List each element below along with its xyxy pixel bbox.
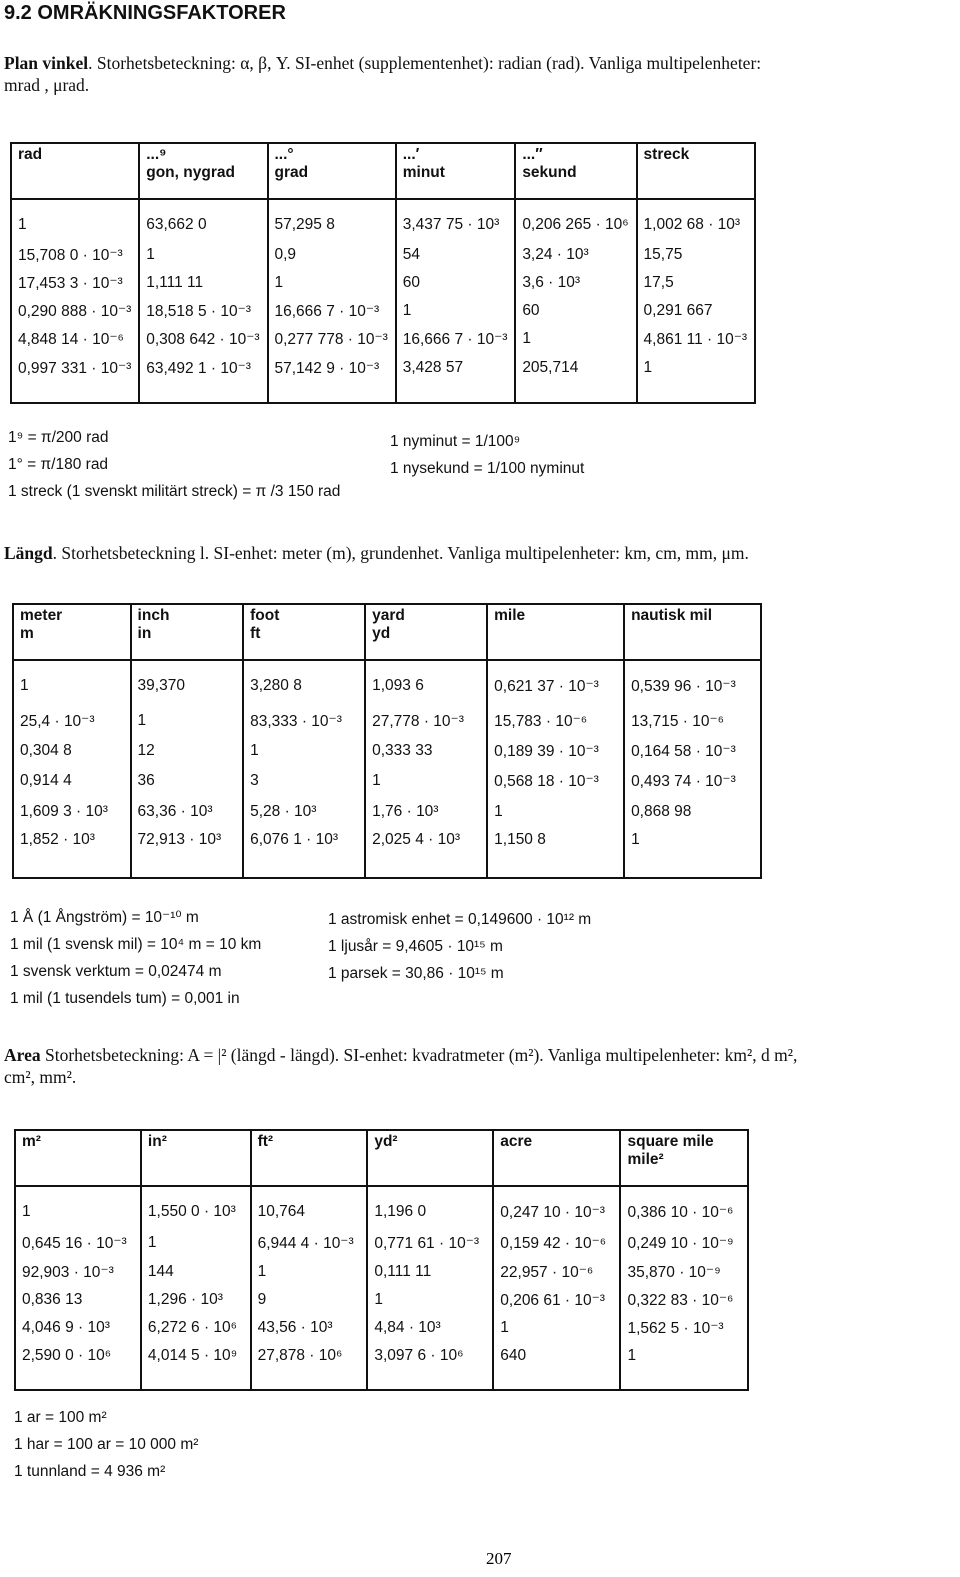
note-line: 1 parsek = 30,86 · 10¹⁵ m (328, 965, 504, 982)
table-cell: 0,206 61 · 10⁻³ (493, 1289, 620, 1317)
table-cell: 0,277 778 · 10⁻³ (268, 328, 396, 356)
column-header (15, 1130, 141, 1186)
table-cell: 9 (251, 1289, 368, 1317)
note-line: 1° = π/180 rad (8, 456, 109, 473)
table-cell: 36 (131, 770, 244, 800)
page-number: 207 (486, 1549, 512, 1568)
column-header (367, 1130, 493, 1186)
table-cell: 1 (637, 357, 755, 403)
table-cell: 1 (487, 801, 624, 830)
column-header-label: acre (500, 1133, 533, 1150)
column-header-label: nautisk mil (631, 607, 713, 624)
column-header (251, 1130, 368, 1186)
table-cell: 2,025 4 · 10³ (365, 829, 487, 878)
column-header-sublabel: yd (372, 625, 391, 642)
table-cell: 1,550 0 · 10³ (141, 1186, 251, 1232)
column-header-label: square mile (627, 1133, 714, 1150)
table-cell: 12 (131, 740, 244, 770)
table-row (11, 244, 755, 272)
column-header (268, 143, 396, 199)
table-cell: 1 (243, 740, 365, 770)
column-header (493, 1130, 620, 1186)
column-header-label: inch (137, 607, 170, 624)
table-cell: 6,272 6 · 10⁶ (141, 1317, 251, 1345)
table-cell: 1 (141, 1232, 251, 1260)
table-cell: 0,914 4 (13, 770, 131, 800)
table-row (15, 1317, 748, 1345)
column-header-label: ...° (274, 146, 294, 163)
table-cell: 1,76 · 10³ (365, 801, 487, 830)
area-intro-text: Storhetsbeteckning: A = |² (längd - längd). SI-enhet: kvadratmeter (m²). Vanliga multipelenheter: km², d m², (40, 1045, 798, 1065)
column-header-label: yd² (374, 1133, 398, 1150)
table-cell: 16,666 7 · 10⁻³ (268, 300, 396, 328)
table-cell: 3,24 · 10³ (515, 244, 636, 272)
table-cell: 4,014 5 · 10⁹ (141, 1345, 251, 1390)
table-row (15, 1345, 748, 1390)
table-cell: 27,778 · 10⁻³ (365, 710, 487, 740)
table-cell: 1 (620, 1345, 748, 1390)
section-heading: 9.2 OMRÄKNINGSFAKTORER (4, 2, 286, 24)
column-header-sublabel: minut (402, 164, 445, 181)
note-line: 1 ljusår = 9,4605 · 10¹⁵ m (328, 938, 503, 955)
table-cell: 0,997 331 · 10⁻³ (11, 357, 139, 403)
note-line: 1 streck (1 svenskt militärt streck) = π /3 150 rad (8, 483, 341, 500)
table-row (13, 801, 761, 830)
table-cell: 0,111 11 (367, 1261, 493, 1289)
table-cell: 3,6 · 10³ (515, 272, 636, 300)
column-header-label: mile (494, 607, 526, 624)
note-line: 1 svensk verktum = 0,02474 m (10, 963, 222, 980)
table-cell: 0,247 10 · 10⁻³ (493, 1186, 620, 1232)
table-cell: 63,36 · 10³ (131, 801, 244, 830)
table-row (15, 1289, 748, 1317)
area-intro-title: Area (4, 1045, 41, 1065)
table-cell: 0,159 42 · 10⁻⁶ (493, 1232, 620, 1260)
table-cell: 0,206 265 · 10⁶ (515, 199, 636, 244)
table-cell: 0,249 10 · 10⁻⁹ (620, 1232, 748, 1260)
table-cell: 0,304 8 (13, 740, 131, 770)
column-header-label: rad (18, 146, 43, 163)
table-cell: 0,322 83 · 10⁻⁶ (620, 1289, 748, 1317)
table-cell: 0,333 33 (365, 740, 487, 770)
table-cell: 1,609 3 · 10³ (13, 801, 131, 830)
column-header (131, 604, 244, 660)
column-header-label: ...′ (402, 146, 420, 163)
table-cell: 144 (141, 1261, 251, 1289)
table-row (11, 272, 755, 300)
table-cell: 1,852 · 10³ (13, 829, 131, 878)
table-cell: 18,518 5 · 10⁻³ (139, 300, 267, 328)
column-header (13, 604, 131, 660)
table-cell: 0,189 39 · 10⁻³ (487, 740, 624, 770)
table-cell: 4,84 · 10³ (367, 1317, 493, 1345)
area-intro-line2: cm², mm². (4, 1067, 77, 1087)
table-row (15, 1232, 748, 1260)
table-row (13, 740, 761, 770)
table-cell: 6,076 1 · 10³ (243, 829, 365, 878)
table-cell: 0,308 642 · 10⁻³ (139, 328, 267, 356)
table-cell: 15,75 (637, 244, 755, 272)
column-header (365, 604, 487, 660)
table-cell: 4,046 9 · 10³ (15, 1317, 141, 1345)
column-header (515, 143, 636, 199)
table-row (15, 1186, 748, 1232)
note-line: 1 astromisk enhet = 0,149600 · 10¹² m (328, 911, 592, 928)
table-cell: 0,868 98 (624, 801, 761, 830)
table-cell: 1,093 6 (365, 660, 487, 710)
column-header-sublabel: grad (274, 164, 309, 181)
column-header (624, 604, 761, 660)
table-cell: 1,002 68 · 10³ (637, 199, 755, 244)
table-cell: 1 (493, 1317, 620, 1345)
table-cell: 3 (243, 770, 365, 800)
table-cell: 63,492 1 · 10⁻³ (139, 357, 267, 403)
table-row (15, 1261, 748, 1289)
column-header (487, 604, 624, 660)
table-cell: 1 (624, 829, 761, 878)
table-cell: 4,848 14 · 10⁻⁶ (11, 328, 139, 356)
column-header (637, 143, 755, 199)
table-cell: 17,5 (637, 272, 755, 300)
note-line: 1 Å (1 Ångström) = 10⁻¹⁰ m (10, 909, 199, 926)
table-cell: 1 (365, 770, 487, 800)
table-cell: 15,783 · 10⁻⁶ (487, 710, 624, 740)
table-cell: 1 (13, 660, 131, 710)
table-cell: 43,56 · 10³ (251, 1317, 368, 1345)
angle-intro-line2: mrad , μrad. (4, 75, 90, 95)
table-cell: 57,142 9 · 10⁻³ (268, 357, 396, 403)
table-cell: 0,539 96 · 10⁻³ (624, 660, 761, 710)
table-cell: 0,621 37 · 10⁻³ (487, 660, 624, 710)
table-cell: 3,428 57 (396, 357, 516, 403)
table-row (11, 357, 755, 403)
table-cell: 0,386 10 · 10⁻⁶ (620, 1186, 748, 1232)
length-intro-text: . Storhetsbeteckning l. SI-enhet: meter (m), grundenhet. Vanliga multipelenheter: km, cm, mm, μm. (52, 543, 749, 563)
table-cell: 3,280 8 (243, 660, 365, 710)
table-row (13, 829, 761, 878)
column-header (11, 143, 139, 199)
column-header-label: ...⁹ (146, 146, 167, 163)
table-cell: 0,493 74 · 10⁻³ (624, 770, 761, 800)
table-cell: 1 (251, 1261, 368, 1289)
table-row (11, 300, 755, 328)
table-cell: 4,861 11 · 10⁻³ (637, 328, 755, 356)
angle-notes-left (8, 424, 340, 505)
column-header-label: foot (250, 607, 280, 624)
table-cell: 60 (396, 272, 516, 300)
column-header-label: in² (147, 1133, 167, 1150)
column-header (139, 143, 267, 199)
table-cell: 1,562 5 · 10⁻³ (620, 1317, 748, 1345)
table-cell: 1 (515, 328, 636, 356)
table-cell: 27,878 · 10⁶ (251, 1345, 368, 1390)
column-header (620, 1130, 748, 1186)
table-cell: 0,290 888 · 10⁻³ (11, 300, 139, 328)
table-cell: 0,836 13 (15, 1289, 141, 1317)
column-header-label: yard (372, 607, 405, 624)
angle-notes-right (390, 428, 584, 482)
note-line: 1 nysekund = 1/100 nyminut (390, 460, 585, 477)
table-cell: 1 (15, 1186, 141, 1232)
angle-intro-title: Plan vinkel (4, 53, 89, 73)
table-cell: 0,645 16 · 10⁻³ (15, 1232, 141, 1260)
area-notes-left (14, 1404, 198, 1485)
table-cell: 54 (396, 244, 516, 272)
table-cell: 6,944 4 · 10⁻³ (251, 1232, 368, 1260)
column-header-label: ...″ (522, 146, 543, 163)
table-row (11, 199, 755, 244)
note-line: 1 har = 100 ar = 10 000 m² (14, 1436, 199, 1453)
table-cell: 1 (268, 272, 396, 300)
table-cell: 60 (515, 300, 636, 328)
table-cell: 2,590 0 · 10⁶ (15, 1345, 141, 1390)
angle-intro (4, 52, 954, 96)
table-cell: 83,333 · 10⁻³ (243, 710, 365, 740)
length-intro-title: Längd (4, 543, 53, 563)
column-header-sublabel: sekund (522, 164, 577, 181)
table-row (13, 770, 761, 800)
table-cell: 0,9 (268, 244, 396, 272)
note-line: 1⁹ = π/200 rad (8, 429, 109, 446)
angle-intro-text: . Storhetsbeteckning: α, β, Y. SI-enhet (supplementenhet): radian (rad). Vanliga multipelenheter: (88, 53, 762, 73)
column-header-sublabel: ft (250, 625, 261, 642)
length-intro (4, 542, 954, 564)
table-cell: 10,764 (251, 1186, 368, 1232)
table-cell: 1,150 8 (487, 829, 624, 878)
column-header (141, 1130, 251, 1186)
column-header-label: meter (20, 607, 63, 624)
column-header-sublabel: gon, nygrad (146, 164, 235, 181)
table-cell: 1 (131, 710, 244, 740)
table-cell: 5,28 · 10³ (243, 801, 365, 830)
table-cell: 0,568 18 · 10⁻³ (487, 770, 624, 800)
table-cell: 640 (493, 1345, 620, 1390)
note-line: 1 tunnland = 4 936 m² (14, 1463, 166, 1480)
table-cell: 1 (139, 244, 267, 272)
table-cell: 92,903 · 10⁻³ (15, 1261, 141, 1289)
column-header (243, 604, 365, 660)
column-header-label: ft² (257, 1133, 274, 1150)
table-cell: 15,708 0 · 10⁻³ (11, 244, 139, 272)
column-header-label: streck (643, 146, 690, 163)
column-header-sublabel: m (20, 625, 34, 642)
note-line: 1 nyminut = 1/100⁹ (390, 433, 521, 450)
table-cell: 1 (11, 199, 139, 244)
table-cell: 3,437 75 · 10³ (396, 199, 516, 244)
column-header (396, 143, 516, 199)
table-cell: 35,870 · 10⁻⁹ (620, 1261, 748, 1289)
table-cell: 16,666 7 · 10⁻³ (396, 328, 516, 356)
table-cell: 205,714 (515, 357, 636, 403)
length-conversion-table (12, 603, 762, 879)
table-cell: 0,291 667 (637, 300, 755, 328)
note-line: 1 ar = 100 m² (14, 1409, 107, 1426)
table-cell: 72,913 · 10³ (131, 829, 244, 878)
table-cell: 1 (396, 300, 516, 328)
angle-conversion-table (10, 142, 756, 404)
table-row (11, 328, 755, 356)
table-cell: 1 (367, 1289, 493, 1317)
table-cell: 1,111 11 (139, 272, 267, 300)
note-line: 1 mil (1 tusendels tum) = 0,001 in (10, 990, 240, 1007)
table-cell: 0,771 61 · 10⁻³ (367, 1232, 493, 1260)
area-conversion-table (14, 1129, 749, 1391)
table-cell: 25,4 · 10⁻³ (13, 710, 131, 740)
column-header-label: m² (22, 1133, 41, 1150)
column-header-sublabel: mile² (627, 1151, 664, 1168)
table-cell: 0,164 58 · 10⁻³ (624, 740, 761, 770)
table-cell: 3,097 6 · 10⁶ (367, 1345, 493, 1390)
length-notes-right (328, 906, 591, 987)
table-row (13, 710, 761, 740)
table-cell: 39,370 (131, 660, 244, 710)
length-notes-left (10, 904, 261, 1012)
table-cell: 57,295 8 (268, 199, 396, 244)
table-cell: 13,715 · 10⁻⁶ (624, 710, 761, 740)
note-line: 1 mil (1 svensk mil) = 10⁴ m = 10 km (10, 936, 262, 953)
column-header-sublabel: in (137, 625, 152, 642)
table-cell: 17,453 3 · 10⁻³ (11, 272, 139, 300)
table-row (13, 660, 761, 710)
table-cell: 63,662 0 (139, 199, 267, 244)
area-intro (4, 1044, 954, 1088)
table-cell: 1,296 · 10³ (141, 1289, 251, 1317)
table-cell: 1,196 0 (367, 1186, 493, 1232)
table-cell: 22,957 · 10⁻⁶ (493, 1261, 620, 1289)
